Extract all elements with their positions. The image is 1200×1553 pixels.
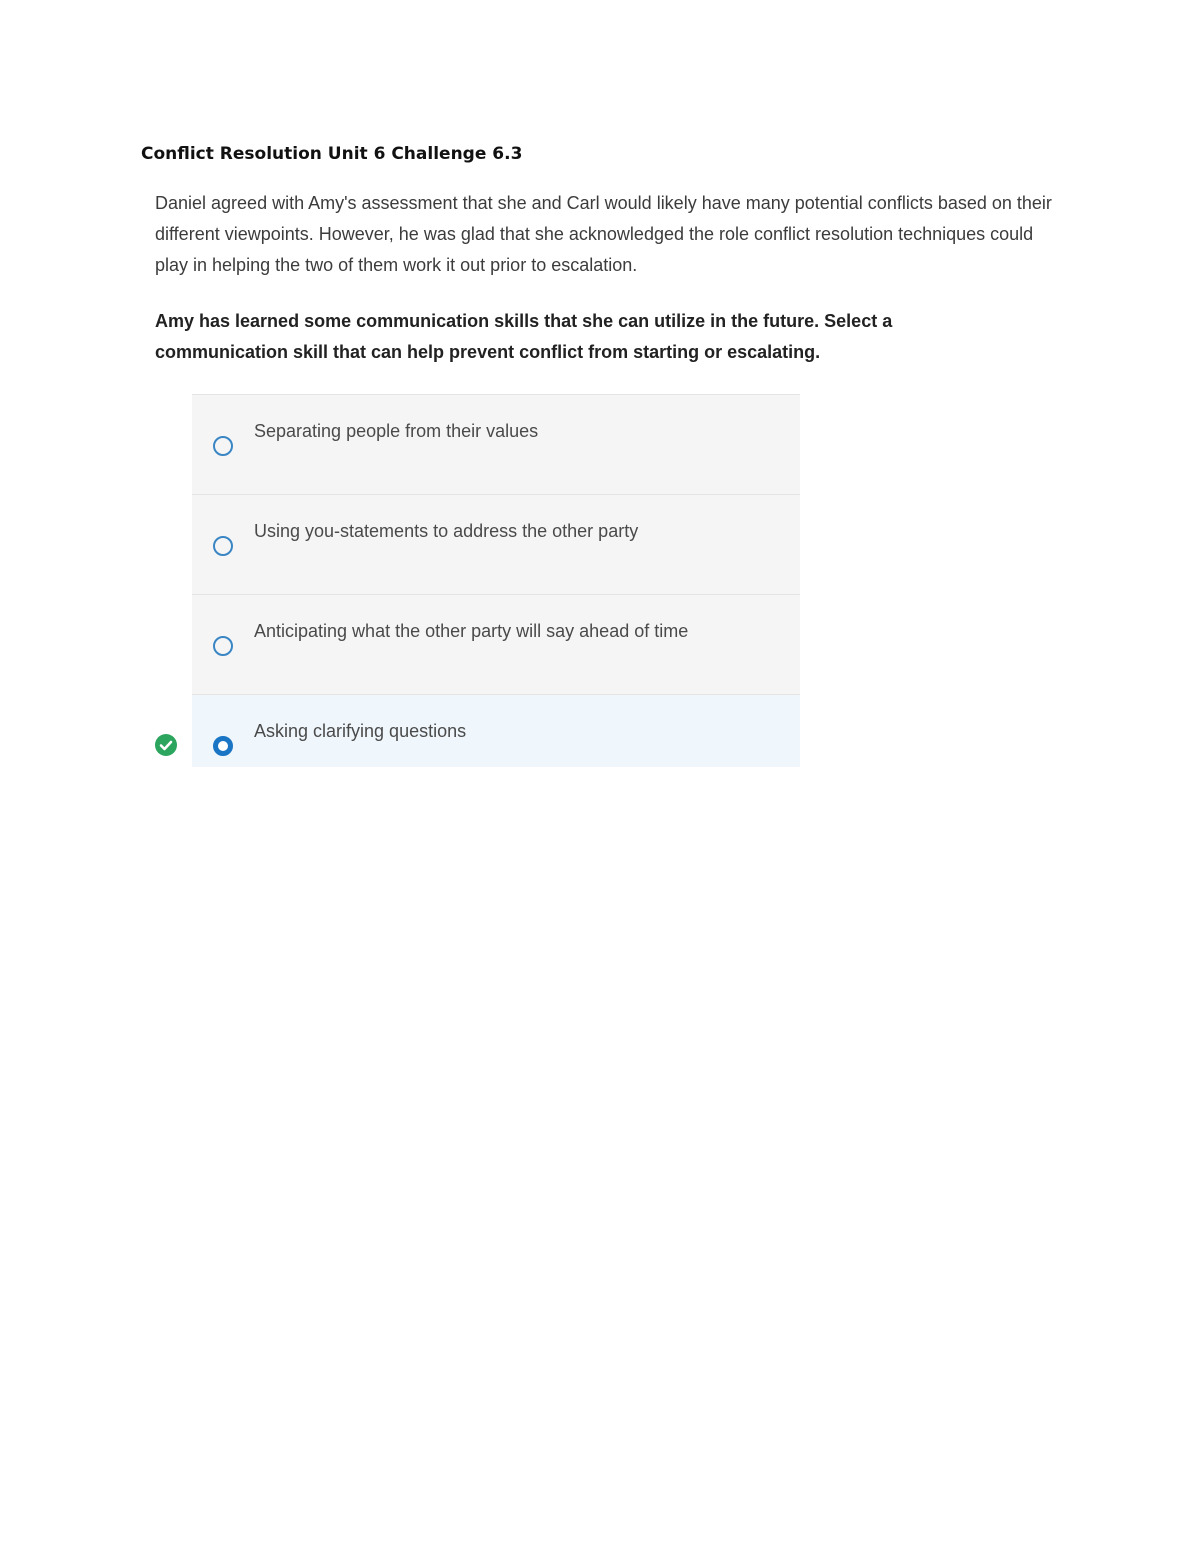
answer-option-label: Separating people from their values (254, 421, 539, 441)
answer-option[interactable] (192, 395, 800, 495)
answer-option[interactable] (192, 495, 800, 595)
radio-button-icon[interactable] (213, 636, 233, 656)
answer-option-label: Anticipating what the other party will say ahead of time (254, 621, 689, 641)
answer-options (192, 394, 800, 767)
question-prompt: Amy has learned some communication skills that she can utilize in the future. Select a communication skill that can help prevent conflict from starting or escalating. (155, 311, 893, 362)
answer-option[interactable] (192, 595, 800, 695)
radio-button-icon[interactable] (213, 436, 233, 456)
check-circle-icon (155, 734, 177, 756)
answer-option-label: Using you-statements to address the other party (254, 521, 639, 541)
answer-option-label: Asking clarifying questions (254, 721, 467, 741)
answer-option-selected[interactable] (192, 695, 800, 767)
radio-button-icon[interactable] (213, 536, 233, 556)
document-title: Conflict Resolution Unit 6 Challenge 6.3 (141, 144, 523, 164)
scenario-text: Daniel agreed with Amy's assessment that she and Carl would likely have many potential conflicts based on their different viewpoints. However, he was glad that she acknowledged the role conflict resolution techniques could play in helping the two of them work it out prior to escalation. (155, 193, 1052, 275)
radio-button-selected-icon[interactable] (213, 736, 233, 756)
